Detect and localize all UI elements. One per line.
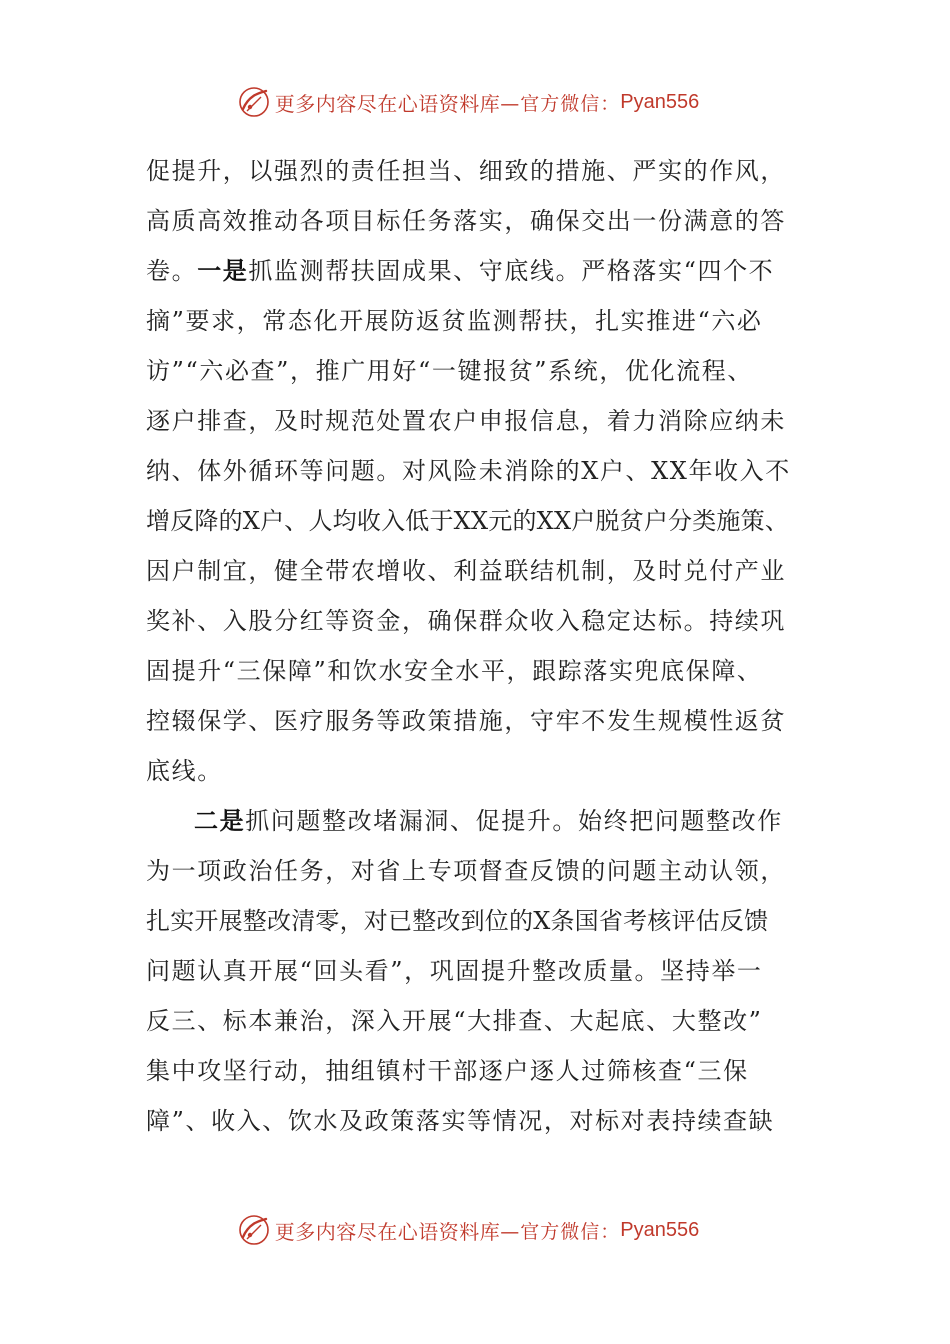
text-line: 摘”要求，常态化开展防返贫监测帮扶，扎实推进“六必 xyxy=(146,307,763,335)
text-line: 奖补、入股分红等资金，确保群众收入稳定达标。持续巩 xyxy=(146,607,786,635)
banner-text: 更多内容尽在心语资料库 xyxy=(274,1219,501,1244)
text-line: 集中攻坚行动，抽组镇村干部逐户逐人过筛核查“三保 xyxy=(146,1057,749,1085)
text-line: 反三、标本兼治，深入开展“大排查、大起底、大整改” xyxy=(146,1007,763,1035)
text-run: 卷。 xyxy=(146,257,198,285)
text-line: 固提升“三保障”和饮水安全水平，跟踪落实兜底保障、 xyxy=(146,657,763,685)
bold-lead-term: 二是 xyxy=(194,806,246,835)
text-line: 因户制宜，健全带农增收、利益联结机制，及时兑付产业 xyxy=(146,557,786,585)
text-run: 抓监测帮扶固成果、守底线。严格落实“四个不 xyxy=(248,257,775,285)
text-line: 障”、收入、饮水及政策落实等情况，对标对表持续查缺 xyxy=(146,1107,775,1135)
text-line: 访”“六必查”，推广用好“一键报贫”系统，优化流程、 xyxy=(146,357,753,385)
header-watermark-banner xyxy=(0,82,950,122)
banner-wechat-id: Pyan556 xyxy=(620,1218,700,1241)
text-line: 纳、体外循环等问题。对风险未消除的X户、XX年收入不 xyxy=(146,457,791,485)
text-line: 扎实开展整改清零，对已整改到位的X条国省考核评估反馈 xyxy=(146,907,769,935)
text-line xyxy=(146,246,826,296)
banner-wechat-id: Pyan556 xyxy=(620,90,700,113)
paragraph-2 xyxy=(146,796,826,1146)
banner-text: 更多内容尽在心语资料库 xyxy=(274,91,501,116)
pen-logo-icon xyxy=(237,85,271,119)
text-line: 促提升，以强烈的责任担当、细致的措施、严实的作风， xyxy=(146,157,786,185)
banner-wechat-label: —官方微信： xyxy=(500,1220,621,1243)
banner-wechat-label: —官方微信： xyxy=(500,92,621,115)
text-line: 问题认真开展“回头看”，巩固提升整改质量。坚持举一 xyxy=(146,957,763,985)
pen-logo-icon xyxy=(237,1213,271,1247)
footer-watermark-banner xyxy=(0,1210,950,1250)
bold-lead-term: 一是 xyxy=(197,256,249,285)
text-line: 为一项政治任务，对省上专项督查反馈的问题主动认领， xyxy=(146,857,786,885)
document-body xyxy=(146,146,826,1146)
text-line xyxy=(146,796,826,846)
text-line: 增反降的X户、人均收入低于XX元的XX户脱贫户分类施策、 xyxy=(146,507,790,535)
text-line: 底线。 xyxy=(146,757,223,785)
text-line: 控辍保学、医疗服务等政策措施，守牢不发生规模性返贫 xyxy=(146,707,786,735)
text-run: 抓问题整改堵漏洞、促提升。始终把问题整改作 xyxy=(245,807,783,835)
paragraph-1 xyxy=(146,146,826,796)
text-line: 高质高效推动各项目标任务落实，确保交出一份满意的答 xyxy=(146,207,786,235)
text-line: 逐户排查，及时规范处置农户申报信息，着力消除应纳未 xyxy=(146,407,786,435)
